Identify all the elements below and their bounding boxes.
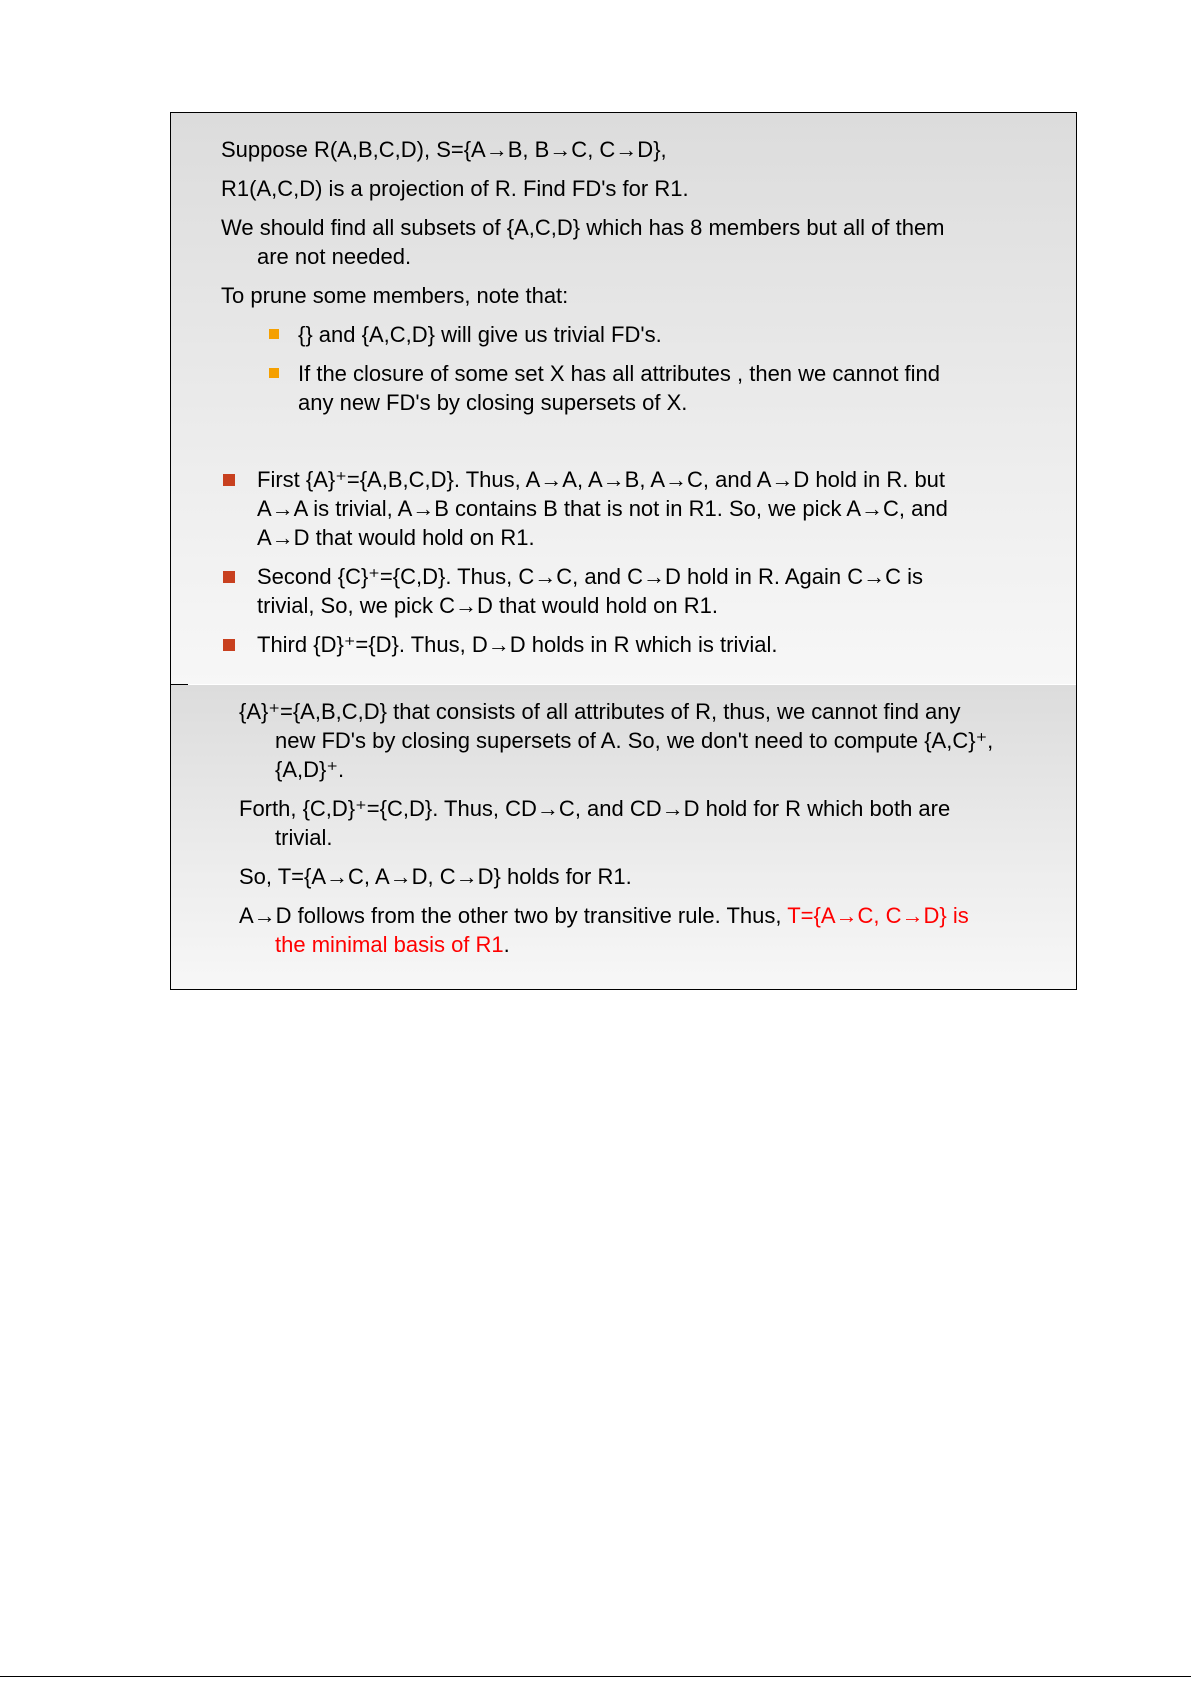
text-prune: To prune some members, note that: bbox=[221, 283, 569, 308]
square-bullet-icon bbox=[269, 368, 279, 378]
text-forth-2: trivial. bbox=[275, 825, 333, 850]
sub-bullet-trivial bbox=[171, 320, 1076, 349]
text-minimal-basis-red-2: the minimal basis of R1 bbox=[275, 932, 504, 957]
footer-rule bbox=[0, 1676, 1191, 1677]
text-sub-2b: any new FD's by closing supersets of X. bbox=[298, 390, 688, 415]
text-transitive: A→D follows from the other two by transitive rule. Thus, bbox=[239, 903, 788, 928]
text-bullet-1a: First {A}⁺={A,B,C,D}. Thus, A→A, A→B, A→C, and A→D hold in R. but bbox=[257, 467, 946, 492]
text-suppose: Suppose R(A,B,C,D), S={A→B, B→C, C→D}, bbox=[221, 137, 667, 162]
text-subsets-2: are not needed. bbox=[257, 244, 412, 269]
bullet-second bbox=[171, 562, 1076, 620]
text-closure-a-2: new FD's by closing supersets of A. So, we don't need to compute {A,C}⁺, bbox=[275, 728, 994, 753]
paragraph-prune bbox=[171, 281, 1076, 310]
frame-tick-top bbox=[170, 112, 188, 113]
paragraph-forth bbox=[171, 794, 1076, 852]
text-t-holds: So, T={A→C, A→D, C→D} holds for R1. bbox=[239, 864, 632, 889]
slide-bottom-content bbox=[171, 697, 1076, 969]
text-bullet-1c: A→D that would hold on R1. bbox=[257, 525, 535, 550]
text-minimal-basis-red-1: T={A→C, C→D} is bbox=[787, 903, 969, 928]
text-bullet-2a: Second {C}⁺={C,D}. Thus, C→C, and C→D hold in R. Again C→C is bbox=[257, 564, 924, 589]
paragraph-closure-a bbox=[171, 697, 1076, 784]
text-subsets-1: We should find all subsets of {A,C,D} which has 8 members but all of them bbox=[221, 215, 945, 240]
spacer bbox=[171, 427, 1076, 465]
sub-bullet-closure bbox=[171, 359, 1076, 417]
paragraph-minimal-basis bbox=[171, 901, 1076, 959]
text-forth-1: Forth, {C,D}⁺={C,D}. Thus, CD→C, and CD→D hold for R which both are bbox=[239, 796, 951, 821]
text-closure-a-3: {A,D}⁺. bbox=[275, 757, 345, 782]
slide-divider bbox=[171, 684, 1076, 685]
paragraph-suppose bbox=[171, 135, 1076, 164]
text-bullet-3: Third {D}⁺={D}. Thus, D→D holds in R which is trivial. bbox=[257, 632, 778, 657]
slide-top-content bbox=[171, 135, 1076, 669]
bullet-first bbox=[171, 465, 1076, 552]
text-sub-2a: If the closure of some set X has all attributes , then we cannot find bbox=[298, 361, 941, 386]
square-bullet-icon bbox=[223, 639, 235, 651]
square-bullet-icon bbox=[223, 474, 235, 486]
square-bullet-icon bbox=[223, 571, 235, 583]
text-bullet-1b: A→A is trivial, A→B contains B that is not in R1. So, we pick A→C, and bbox=[257, 496, 948, 521]
text-sub-1: {} and {A,C,D} will give us trivial FD's. bbox=[298, 322, 662, 347]
slide-frame bbox=[170, 112, 1077, 990]
text-projection: R1(A,C,D) is a projection of R. Find FD's for R1. bbox=[221, 176, 689, 201]
paragraph-subsets bbox=[171, 213, 1076, 271]
bullet-third bbox=[171, 630, 1076, 659]
text-closure-a-1: {A}⁺={A,B,C,D} that consists of all attributes of R, thus, we cannot find any bbox=[239, 699, 961, 724]
square-bullet-icon bbox=[269, 329, 279, 339]
paragraph-t-holds bbox=[171, 862, 1076, 891]
text-period: . bbox=[503, 932, 510, 957]
text-bullet-2b: trivial, So, we pick C→D that would hold on R1. bbox=[257, 593, 718, 618]
frame-tick-mid bbox=[170, 684, 188, 685]
paragraph-projection bbox=[171, 174, 1076, 203]
